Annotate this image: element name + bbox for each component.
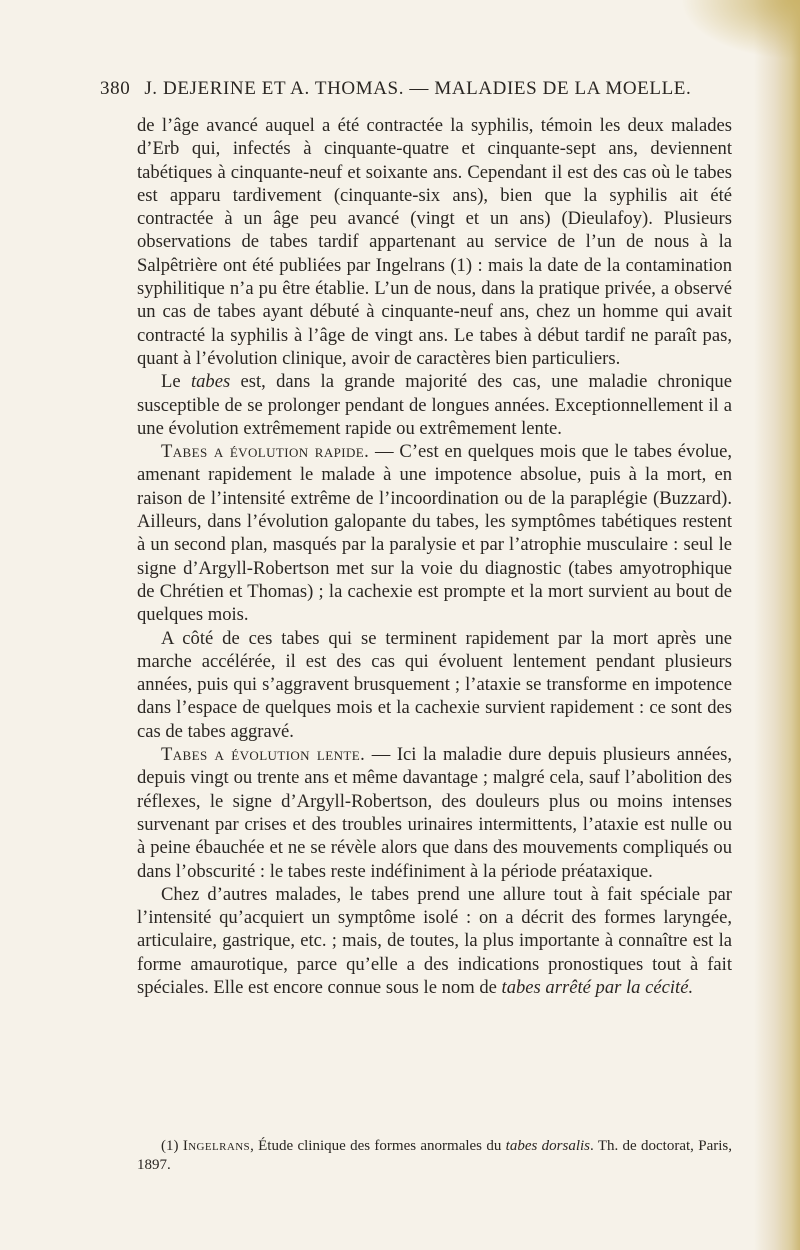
paragraph	[137, 440, 732, 626]
paragraph	[137, 370, 732, 440]
text-run: tabes	[190, 371, 231, 393]
text-run: de l’âge avancé auquel a été contractée la syphilis, témoin les deux malades d’Erb qui, infectés à cinquante-quatre et cinquante-sept ans, deviennent tabétiques à cinquante-neuf et soixante ans. Cependant il est des cas où le tabes est apparu tardivement (cinquante-six ans), bien que la syphilis ait été contractée à un âge peu avancé (vingt et un ans) (Dieulafoy). Plusieurs observations de tabes tardif appartenant au service de l’un de nous à la Salpêtrière ont été publiées par Ingelrans (1) : mais la date de la contamination syphilitique n’a pu être établie. L’un de nous, dans la pratique privée, a observé un cas de tabes ayant débuté à cinquante-neuf ans, chez un homme qui avait contracté la syphilis à l’âge de vingt ans. Le tabes à début tardif ne paraît pas, quant à l’évolution clinique, avoir de caractères bien particuliers.	[137, 115, 732, 369]
text-run: est, dans la grande majorité des cas, une maladie chronique susceptible de se prolonger pendant de longues années. Exceptionnellement il a une évolution extrêmement rapide ou extrêmement lente.	[137, 371, 732, 439]
text-run: Ingelrans	[182, 1138, 251, 1154]
text-run: tabes dorsalis	[505, 1138, 591, 1154]
paragraph	[137, 743, 732, 883]
text-run: Le	[161, 371, 191, 393]
page-edge-shadow	[754, 0, 800, 1250]
text-run: — Ici la maladie dure depuis plusieurs années, depuis vingt ou trente ans et même davantage ; malgré cela, sauf l’abolition des réflexes, le signe d’Argyll-Robertson, des douleurs plus ou moins intenses survenant par crises et des troubles urinaires intermittents, l’ataxie est nulle ou à peine ébauchée et ne se révèle alors que dans des mouvements compliqués ou dans l’obscurité : le tabes reste indéfiniment à la période préataxique.	[137, 744, 732, 882]
text-run: A côté de ces tabes qui se terminent rapidement par la mort après une marche accélérée, il est des cas qui évoluent lentement pendant plusieurs années, puis qui s’aggravent brusquement ; l’ataxie se transforme en impotence dans l’espace de quelques mois et la cachexie survient rapidement : ce sont des cas de tabes aggravé.	[137, 627, 732, 742]
body-text	[137, 114, 732, 999]
text-run: tabes arrêté par la cécité.	[501, 976, 694, 998]
text-run: Tabes a évolution rapide.	[161, 441, 370, 463]
text-run: (1)	[161, 1138, 183, 1154]
text-run: Tabes a évolution lente.	[161, 744, 366, 766]
paragraph	[137, 627, 732, 743]
text-run: . Th. de doctorat, Paris, 1897.	[137, 1138, 732, 1173]
paragraph	[137, 114, 732, 370]
running-header	[100, 78, 740, 100]
text-run: , Étude clinique des formes anormales du	[250, 1138, 506, 1154]
text-run: — C’est en quelques mois que le tabes évolue, amenant rapidement le malade à une impotence absolue, puis à la mort, en raison de l’intensité extrême de l’incoordination ou de la paraplégie (Buzzard). Ailleurs, dans l’évolution galopante du tabes, les symptômes tabétiques restent à un second plan, masqués par la paralysie et par l’atrophie musculaire : seul le signe d’Argyll-Robertson met sur la voie du diagnostic (tabes amyotrophique de Chrétien et Thomas) ; la cachexie est prompte et la mort survient au bout de quelques mois.	[137, 441, 732, 626]
page-number: 380	[100, 78, 131, 99]
running-title: J. DEJERINE ET A. THOMAS. — MALADIES DE LA MOELLE.	[144, 78, 692, 99]
paragraph	[137, 883, 732, 999]
footnote	[137, 1137, 732, 1175]
text-run: Chez d’autres malades, le tabes prend une allure tout à fait spéciale par l’intensité qu’acquiert un symptôme isolé : on a décrit des formes laryngée, articulaire, gastrique, etc. ; mais, de toutes, la plus importante à connaître est la forme amaurotique, parce qu’elle a des indications pronostiques tout à fait spéciales. Elle est encore connue sous le nom de	[137, 883, 732, 998]
footnote-text	[137, 1137, 732, 1175]
page-stain	[680, 0, 800, 60]
